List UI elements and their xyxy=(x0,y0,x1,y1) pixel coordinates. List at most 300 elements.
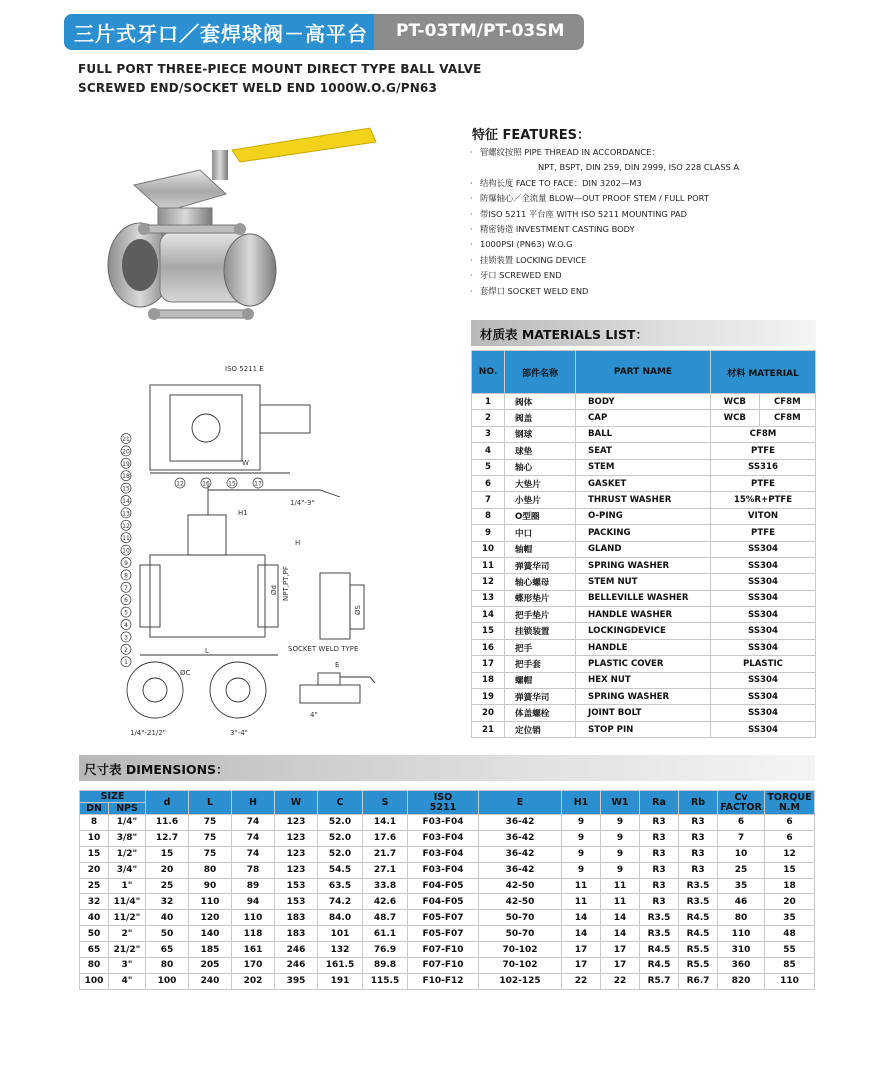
callout-number: 15 xyxy=(228,480,236,488)
materials-cell: 10 xyxy=(472,541,505,557)
dimensions-cell: 54.5 xyxy=(318,862,363,878)
callout-number: 17 xyxy=(254,480,262,488)
dimensions-cell: R3.5 xyxy=(640,910,679,926)
dimensions-cell: 110 xyxy=(189,894,232,910)
dimensions-cell: 17 xyxy=(601,958,640,974)
materials-row xyxy=(472,426,816,442)
drawing-label-bottom-a: 1/4"-21/2" xyxy=(130,729,166,737)
dimensions-cell: 74 xyxy=(232,846,275,862)
dimensions-cell: 110 xyxy=(765,973,815,989)
callout-number: 4 xyxy=(124,622,128,629)
technical-drawing xyxy=(110,355,450,740)
materials-row xyxy=(472,394,816,410)
materials-row xyxy=(472,705,816,721)
dimensions-cell: 50 xyxy=(80,926,109,942)
materials-cell: 15 xyxy=(472,623,505,639)
dimensions-cell: 123 xyxy=(275,862,318,878)
dimensions-cell: 12.7 xyxy=(146,830,189,846)
dimensions-cell: R3 xyxy=(679,830,718,846)
materials-cell: SS304 xyxy=(711,705,816,721)
dimensions-row xyxy=(80,926,815,942)
dimensions-cell: 74 xyxy=(232,815,275,831)
dimensions-cell: 18 xyxy=(765,878,815,894)
dimensions-cell: 20 xyxy=(80,862,109,878)
feature-item: · 套焊口 SOCKET WELD END xyxy=(470,285,589,296)
dimensions-cell: F03-F04 xyxy=(408,815,479,831)
dimensions-cell: 123 xyxy=(275,846,318,862)
dimensions-cell: 94 xyxy=(232,894,275,910)
dimensions-cell: 246 xyxy=(275,942,318,958)
materials-cell: BELLEVILLE WASHER xyxy=(576,590,711,606)
materials-header-row xyxy=(472,351,816,394)
materials-cell: 8 xyxy=(472,508,505,524)
dimensions-cell: 153 xyxy=(275,878,318,894)
dimensions-cell: 202 xyxy=(232,973,275,989)
dimensions-cell: R4.5 xyxy=(679,926,718,942)
materials-cell: 1 xyxy=(472,394,505,410)
drawing-label-h1: H1 xyxy=(238,509,248,517)
dimensions-cell: 74 xyxy=(232,830,275,846)
dimensions-cell: 20 xyxy=(146,862,189,878)
dimensions-row xyxy=(80,910,815,926)
dimensions-cell: 3/8" xyxy=(109,830,146,846)
materials-table xyxy=(471,350,816,738)
dimensions-cell: 17.6 xyxy=(363,830,408,846)
dimensions-cell: 36-42 xyxy=(479,815,562,831)
dimensions-cell: 205 xyxy=(189,958,232,974)
callout-number: 10 xyxy=(122,547,130,555)
dimensions-cell: 9 xyxy=(601,846,640,862)
dimensions-cell: 50-70 xyxy=(479,910,562,926)
materials-cell: SS304 xyxy=(711,607,816,623)
callout-number: 15 xyxy=(122,485,130,493)
materials-cell: SS304 xyxy=(711,689,816,705)
valve-photo-illustration xyxy=(100,120,400,345)
dimensions-cell: 9 xyxy=(562,846,601,862)
dimensions-cell: R4.5 xyxy=(679,910,718,926)
dimensions-cell: 8 xyxy=(80,815,109,831)
feature-item: · 防爆轴心／全流量 BLOW—OUT PROOF STEM / FULL PORT xyxy=(470,193,709,204)
dimensions-cell: R3.5 xyxy=(679,878,718,894)
dim-header-ra: Ra xyxy=(640,791,679,815)
dimensions-cell: 14 xyxy=(601,926,640,942)
materials-cell: 18 xyxy=(472,672,505,688)
dimensions-cell: 9 xyxy=(601,862,640,878)
dim-header-nps: NPS xyxy=(109,803,146,815)
materials-cell: PTFE xyxy=(711,443,816,459)
materials-cell: SS304 xyxy=(711,639,816,655)
dim-header-s: S xyxy=(363,791,408,815)
materials-cell: SS304 xyxy=(711,721,816,737)
materials-row xyxy=(472,656,816,672)
materials-header-cn: 部件名称 xyxy=(505,351,576,394)
dimensions-cell: 115.5 xyxy=(363,973,408,989)
dimensions-cell: 46 xyxy=(718,894,765,910)
materials-header-no: NO. xyxy=(472,351,505,394)
dim-header-w: W xyxy=(275,791,318,815)
dimensions-row xyxy=(80,862,815,878)
drawing-iso-label: ISO 5211 E xyxy=(225,365,264,373)
dimensions-cell: 80 xyxy=(718,910,765,926)
dimensions-cell: 15 xyxy=(765,862,815,878)
callout-number: 1 xyxy=(124,659,128,667)
features-title: 特征 FEATURES： xyxy=(472,128,591,143)
dim-header-h1: H1 xyxy=(562,791,601,815)
materials-cell: SS304 xyxy=(711,623,816,639)
drawing-label-phi-c: ØC xyxy=(180,669,191,677)
materials-cell: 球垫 xyxy=(505,443,576,459)
materials-row xyxy=(472,639,816,655)
dimensions-cell: 84.0 xyxy=(318,910,363,926)
dimensions-cell: 101 xyxy=(318,926,363,942)
dimensions-cell: 11.6 xyxy=(146,815,189,831)
dimensions-cell: 74.2 xyxy=(318,894,363,910)
materials-cell: 弹簧华司 xyxy=(505,689,576,705)
dimensions-cell: 32 xyxy=(146,894,189,910)
materials-cell: GLAND xyxy=(576,541,711,557)
dim-header-d: d xyxy=(146,791,189,815)
materials-cell: O型圈 xyxy=(505,508,576,524)
dimensions-row xyxy=(80,894,815,910)
dimensions-cell: 21.7 xyxy=(363,846,408,862)
dimensions-cell: 6 xyxy=(765,815,815,831)
materials-cell: 把手套 xyxy=(505,656,576,672)
materials-cell: 阀体 xyxy=(505,394,576,410)
dimensions-cell: 161.5 xyxy=(318,958,363,974)
subtitle-line-1: FULL PORT THREE-PIECE MOUNT DIRECT TYPE BALL VALVE xyxy=(78,62,482,76)
materials-row xyxy=(472,607,816,623)
callout-number: 19 xyxy=(122,460,130,468)
dimensions-cell: 4" xyxy=(109,973,146,989)
materials-cell: SS316 xyxy=(711,459,816,475)
dimensions-cell: 48.7 xyxy=(363,910,408,926)
dimensions-cell: 9 xyxy=(562,815,601,831)
dimensions-row xyxy=(80,815,815,831)
dimensions-cell: R4.5 xyxy=(640,942,679,958)
dimensions-cell: 10 xyxy=(718,846,765,862)
dimensions-cell: 36-42 xyxy=(479,830,562,846)
feature-item: NPT, BSPT, DIN 259, DIN 2999, ISO 228 CLASS A xyxy=(538,162,740,173)
materials-cell: BALL xyxy=(576,426,711,442)
materials-cell: SS304 xyxy=(711,574,816,590)
dimensions-cell: R3 xyxy=(640,815,679,831)
page-title-cn: 三片式牙口／套焊球阀－高平台 xyxy=(74,22,368,46)
dimensions-cell: 170 xyxy=(232,958,275,974)
dimensions-cell: 185 xyxy=(189,942,232,958)
materials-cell: STOP PIN xyxy=(576,721,711,737)
dimensions-cell: F04-F05 xyxy=(408,894,479,910)
dimensions-cell: 61.1 xyxy=(363,926,408,942)
materials-cell: CAP xyxy=(576,410,711,426)
dimensions-cell: 310 xyxy=(718,942,765,958)
dimensions-cell: 85 xyxy=(765,958,815,974)
callout-number: 14 xyxy=(122,498,130,505)
callout-number: 20 xyxy=(122,448,130,456)
dimensions-cell: 25 xyxy=(718,862,765,878)
materials-cell: PTFE xyxy=(711,475,816,491)
callout-number: 8 xyxy=(124,572,128,580)
dimensions-cell: 1/4" xyxy=(109,815,146,831)
materials-cell: HEX NUT xyxy=(576,672,711,688)
dimensions-cell: 22 xyxy=(601,973,640,989)
materials-cell: 21 xyxy=(472,721,505,737)
dimensions-cell: 63.5 xyxy=(318,878,363,894)
callout-number: 2 xyxy=(124,646,128,654)
dimensions-cell: 10 xyxy=(80,830,109,846)
materials-cell: O-PING xyxy=(576,508,711,524)
callout-number: 3 xyxy=(124,634,128,642)
drawing-label-w: W xyxy=(242,459,249,467)
dim-header-c: C xyxy=(318,791,363,815)
dimensions-row xyxy=(80,942,815,958)
materials-cell: 把手 xyxy=(505,639,576,655)
dim-header-iso: ISO 5211 xyxy=(408,791,479,815)
dimensions-cell: 123 xyxy=(275,830,318,846)
dimensions-cell: 6 xyxy=(765,830,815,846)
drawing-label-bottom-b: 3"-4" xyxy=(230,729,248,737)
materials-cell: 阀盖 xyxy=(505,410,576,426)
materials-cell: 16 xyxy=(472,639,505,655)
dimensions-cell: 70-102 xyxy=(479,958,562,974)
materials-cell: THRUST WASHER xyxy=(576,492,711,508)
dimensions-cell: 140 xyxy=(189,926,232,942)
drawing-label-e: E xyxy=(335,661,340,669)
dimensions-cell: 40 xyxy=(146,910,189,926)
materials-cell: 螺帽 xyxy=(505,672,576,688)
materials-row xyxy=(472,590,816,606)
drawing-label-l: L xyxy=(205,647,209,655)
callout-number: 6 xyxy=(124,597,128,605)
dimensions-cell: R5.5 xyxy=(679,942,718,958)
dimensions-cell: 50 xyxy=(146,926,189,942)
materials-cell: 11 xyxy=(472,557,505,573)
dimensions-cell: F04-F05 xyxy=(408,878,479,894)
dimensions-cell: 70-102 xyxy=(479,942,562,958)
dimensions-row xyxy=(80,830,815,846)
dimensions-cell: 65 xyxy=(146,942,189,958)
dimensions-cell: 25 xyxy=(80,878,109,894)
dimensions-row xyxy=(80,846,815,862)
materials-cell: 2 xyxy=(472,410,505,426)
dimensions-cell: 50-70 xyxy=(479,926,562,942)
materials-cell: 蝶形垫片 xyxy=(505,590,576,606)
dimensions-cell: 102-125 xyxy=(479,973,562,989)
callout-number: 21 xyxy=(122,436,130,443)
materials-cell: WCB xyxy=(711,410,760,426)
materials-cell: PLASTIC xyxy=(711,656,816,672)
materials-cell: STEM NUT xyxy=(576,574,711,590)
dimensions-cell: 14 xyxy=(562,926,601,942)
drawing-label-four: 4" xyxy=(310,711,318,719)
materials-row xyxy=(472,541,816,557)
dimensions-cell: F03-F04 xyxy=(408,862,479,878)
dimensions-cell: 33.8 xyxy=(363,878,408,894)
dimensions-cell: 12 xyxy=(765,846,815,862)
dimensions-cell: 17 xyxy=(601,942,640,958)
dimensions-cell: 183 xyxy=(275,910,318,926)
dimensions-cell: 132 xyxy=(318,942,363,958)
dimensions-cell: 22 xyxy=(562,973,601,989)
dimensions-cell: 17 xyxy=(562,958,601,974)
dimensions-cell: 42.6 xyxy=(363,894,408,910)
dimensions-cell: 11 xyxy=(562,878,601,894)
materials-cell: 弹簧华司 xyxy=(505,557,576,573)
dimensions-cell: 11/4" xyxy=(109,894,146,910)
drawing-label-thread: 1/4"-3" xyxy=(290,499,315,507)
dimensions-cell: 90 xyxy=(189,878,232,894)
materials-cell: 7 xyxy=(472,492,505,508)
handle-shape xyxy=(232,128,376,162)
dim-header-dn: DN xyxy=(80,803,109,815)
materials-cell: CF8M xyxy=(759,410,815,426)
materials-cell: 19 xyxy=(472,689,505,705)
materials-cell: PACKING xyxy=(576,525,711,541)
dimensions-cell: 11/2" xyxy=(109,910,146,926)
callout-number: 7 xyxy=(124,584,128,592)
feature-item: · 牙口 SCREWED END xyxy=(470,270,562,281)
materials-cell: 轴心 xyxy=(505,459,576,475)
dimensions-cell: 9 xyxy=(562,862,601,878)
dimensions-cell: 15 xyxy=(146,846,189,862)
materials-cell: WCB xyxy=(711,394,760,410)
materials-row xyxy=(472,525,816,541)
materials-row xyxy=(472,443,816,459)
materials-cell: 13 xyxy=(472,590,505,606)
materials-row xyxy=(472,508,816,524)
dimensions-cell: 9 xyxy=(601,815,640,831)
materials-row xyxy=(472,459,816,475)
dimensions-cell: 55 xyxy=(765,942,815,958)
dimensions-cell: F07-F10 xyxy=(408,958,479,974)
dimensions-cell: 11 xyxy=(601,894,640,910)
dimensions-cell: 89.8 xyxy=(363,958,408,974)
dimensions-cell: 820 xyxy=(718,973,765,989)
materials-header-material: 材料 MATERIAL xyxy=(711,351,816,394)
materials-cell: 9 xyxy=(472,525,505,541)
dimensions-cell: 100 xyxy=(80,973,109,989)
materials-cell: 体盖螺栓 xyxy=(505,705,576,721)
dimensions-cell: R3 xyxy=(640,862,679,878)
materials-cell: JOINT BOLT xyxy=(576,705,711,721)
dimensions-row xyxy=(80,973,815,989)
dimensions-header-row xyxy=(80,791,815,803)
dimensions-cell: 48 xyxy=(765,926,815,942)
materials-cell: 轴心螺母 xyxy=(505,574,576,590)
drawing-label-phi-d: Ød xyxy=(270,585,278,595)
dimensions-cell: R3.5 xyxy=(679,894,718,910)
materials-cell: 挂锁装置 xyxy=(505,623,576,639)
materials-cell: 把手垫片 xyxy=(505,607,576,623)
materials-row xyxy=(472,721,816,737)
dimensions-cell: 15 xyxy=(80,846,109,862)
dimensions-cell: 123 xyxy=(275,815,318,831)
dimensions-cell: 118 xyxy=(232,926,275,942)
dimensions-cell: 11 xyxy=(562,894,601,910)
dimensions-cell: F03-F04 xyxy=(408,830,479,846)
materials-cell: 6 xyxy=(472,475,505,491)
dimensions-cell: R6.7 xyxy=(679,973,718,989)
callout-number: 9 xyxy=(124,560,128,567)
dimensions-cell: R4.5 xyxy=(640,958,679,974)
materials-cell: VITON xyxy=(711,508,816,524)
feature-item: · 精密铸造 INVESTMENT CASTING BODY xyxy=(470,224,635,235)
dimensions-cell: 36-42 xyxy=(479,862,562,878)
dimensions-cell: 360 xyxy=(718,958,765,974)
dimensions-cell: 11 xyxy=(601,878,640,894)
materials-cell: 定位销 xyxy=(505,721,576,737)
dimensions-cell: 78 xyxy=(232,862,275,878)
materials-cell: SPRING WASHER xyxy=(576,557,711,573)
dimensions-cell: 52.0 xyxy=(318,846,363,862)
dimensions-cell: 246 xyxy=(275,958,318,974)
callout-number: 16 xyxy=(202,480,210,488)
materials-cell: 12 xyxy=(472,574,505,590)
dimensions-cell: 75 xyxy=(189,830,232,846)
materials-cell: 轴帽 xyxy=(505,541,576,557)
drawing-callouts xyxy=(121,434,263,667)
dimensions-cell: R5.7 xyxy=(640,973,679,989)
dimensions-cell: 14 xyxy=(601,910,640,926)
callout-number: 12 xyxy=(176,480,184,488)
dim-header-cv: Cv FACTOR xyxy=(718,791,765,815)
dimensions-cell: F07-F10 xyxy=(408,942,479,958)
materials-row xyxy=(472,689,816,705)
materials-cell: PLASTIC COVER xyxy=(576,656,711,672)
dim-header-w1: W1 xyxy=(601,791,640,815)
dimensions-cell: 80 xyxy=(146,958,189,974)
dimensions-cell: 76.9 xyxy=(363,942,408,958)
materials-row xyxy=(472,557,816,573)
dimensions-cell: 3" xyxy=(109,958,146,974)
materials-row xyxy=(472,410,816,426)
dimensions-cell: 52.0 xyxy=(318,830,363,846)
dimensions-cell: 161 xyxy=(232,942,275,958)
materials-cell: LOCKINGDEVICE xyxy=(576,623,711,639)
dimensions-cell: 89 xyxy=(232,878,275,894)
dimensions-cell: R3 xyxy=(679,862,718,878)
dimensions-cell: 191 xyxy=(318,973,363,989)
materials-cell: SPRING WASHER xyxy=(576,689,711,705)
callout-number: 11 xyxy=(122,535,130,543)
materials-cell: 小垫片 xyxy=(505,492,576,508)
materials-row xyxy=(472,492,816,508)
dimensions-cell: R3 xyxy=(679,846,718,862)
materials-cell: BODY xyxy=(576,394,711,410)
dimensions-cell: 27.1 xyxy=(363,862,408,878)
feature-item: · 结构长度 FACE TO FACE：DIN 3202—M3 xyxy=(470,177,642,188)
dimensions-cell: R3.5 xyxy=(640,926,679,942)
materials-row xyxy=(472,623,816,639)
drawing-label-phi-s: ØS xyxy=(354,605,362,615)
materials-cell: 14 xyxy=(472,607,505,623)
dimensions-cell: F03-F04 xyxy=(408,846,479,862)
dimensions-table xyxy=(79,790,815,990)
materials-cell: GASKET xyxy=(576,475,711,491)
materials-cell: SEAT xyxy=(576,443,711,459)
feature-item: · 1000PSI (PN63) W.O.G xyxy=(470,239,573,250)
dimensions-cell: 35 xyxy=(718,878,765,894)
dimensions-cell: R5.5 xyxy=(679,958,718,974)
materials-cell: HANDLE xyxy=(576,639,711,655)
materials-cell: STEM xyxy=(576,459,711,475)
materials-cell: 4 xyxy=(472,443,505,459)
materials-cell: 中口 xyxy=(505,525,576,541)
dimensions-cell: 9 xyxy=(601,830,640,846)
materials-cell: 15%R+PTFE xyxy=(711,492,816,508)
feature-item: · 挂锁装置 LOCKING DEVICE xyxy=(470,254,587,265)
dimensions-cell: 7 xyxy=(718,830,765,846)
dimensions-cell: 52.0 xyxy=(318,815,363,831)
